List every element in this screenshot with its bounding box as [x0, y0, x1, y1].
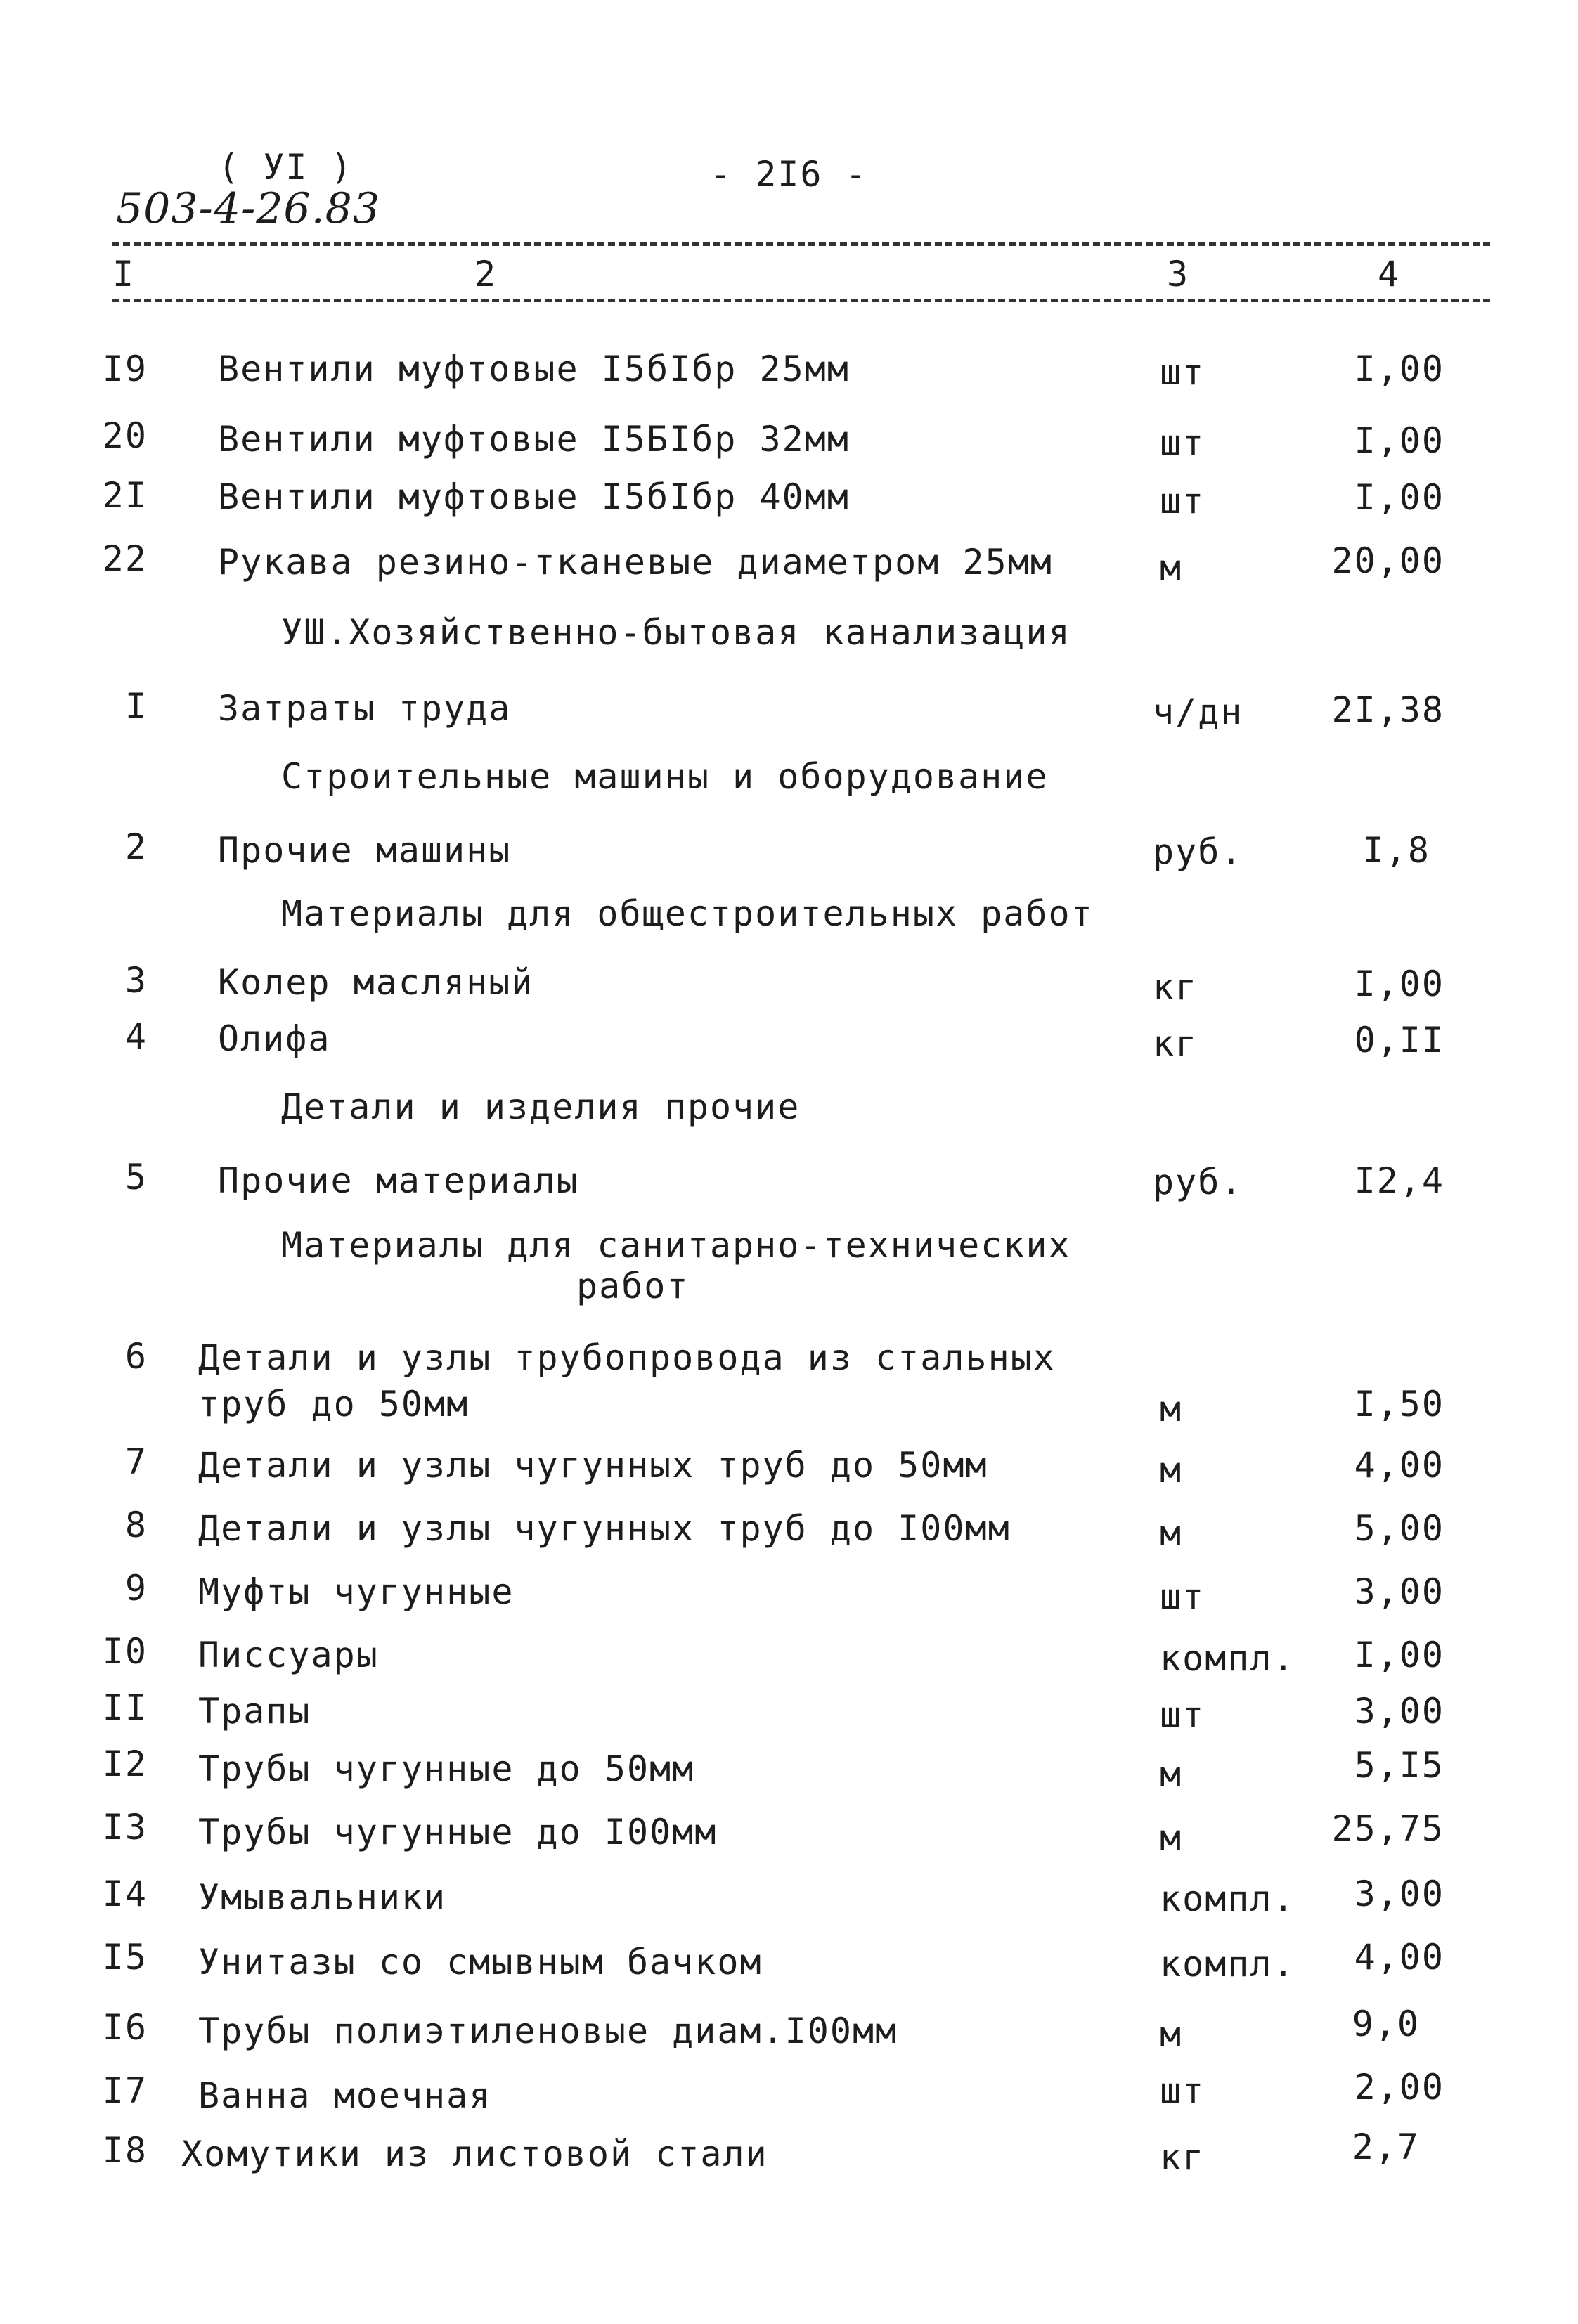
row-unit: м: [1160, 1817, 1183, 1858]
row-unit: кг: [1160, 2137, 1205, 2178]
row-name: Трубы чугунные до I00мм: [198, 1812, 718, 1852]
row-name: Детали и узлы чугунных труб до I00мм: [198, 1508, 1011, 1549]
row-quantity: 3,00: [1354, 1691, 1444, 1732]
row-unit: шт: [1160, 2070, 1205, 2111]
row-quantity: 2,7: [1352, 2127, 1420, 2167]
row-number: II: [102, 1687, 148, 1728]
row-unit: шт: [1160, 352, 1205, 393]
row-number: 6: [124, 1336, 148, 1377]
row-quantity: I,50: [1354, 1384, 1444, 1424]
row-quantity: I,00: [1354, 420, 1444, 461]
row-number: I9: [102, 349, 148, 389]
subsection-heading-cont: работ: [576, 1266, 690, 1306]
row-name: Вентили муфтовые I5бIбр 40мм: [218, 476, 850, 517]
row-name: Прочие машины: [218, 830, 512, 871]
row-unit: шт: [1160, 1694, 1205, 1735]
row-unit: руб.: [1153, 831, 1243, 872]
row-unit: м: [1160, 1513, 1183, 1554]
column-header-3: 3: [1167, 254, 1190, 294]
column-header-4: 4: [1378, 254, 1401, 294]
row-number: 7: [124, 1441, 148, 1482]
row-unit: м: [1160, 1389, 1183, 1429]
row-quantity: 5,00: [1354, 1508, 1444, 1549]
row-quantity: 2,00: [1354, 2067, 1444, 2108]
header-rule-bottom: [112, 299, 1490, 302]
row-number: 8: [124, 1505, 148, 1545]
row-unit: ч/дн: [1153, 692, 1243, 732]
row-name: Писсуары: [198, 1635, 379, 1675]
row-number: 2: [124, 826, 148, 867]
column-header-1: I: [112, 254, 136, 294]
row-number: I2: [102, 1744, 148, 1784]
row-number: I: [124, 686, 148, 727]
row-quantity: I,00: [1354, 349, 1444, 389]
row-name: Детали и узлы чугунных труб до 50мм: [198, 1445, 988, 1486]
row-quantity: I,8: [1362, 830, 1430, 871]
row-name: Вентили муфтовые I5БIбр 32мм: [218, 419, 850, 460]
row-quantity: I,00: [1354, 477, 1444, 518]
row-unit: м: [1160, 547, 1183, 588]
row-name: Прочие материалы: [218, 1160, 579, 1201]
volume-label: ( УI ): [218, 147, 354, 188]
subsection-heading: Детали и изделия прочие: [281, 1086, 801, 1127]
page-number: - 2I6 -: [710, 154, 868, 195]
row-name: Затраты труда: [218, 688, 512, 729]
row-unit: кг: [1153, 1023, 1198, 1064]
row-number: I5: [102, 1937, 148, 1978]
row-number: I6: [102, 2007, 148, 2048]
row-unit: компл.: [1160, 1878, 1295, 1919]
row-quantity: I,00: [1354, 963, 1444, 1004]
row-quantity: I,00: [1354, 1635, 1444, 1675]
subsection-heading: Строительные машины и оборудование: [281, 756, 1049, 797]
document-code: 503-4-26.83: [116, 184, 381, 233]
row-number: 5: [124, 1157, 148, 1197]
row-name: Вентили муфтовые I5бIбр 25мм: [218, 349, 850, 389]
row-name: Унитазы со смывным бачком: [198, 1942, 763, 1982]
row-quantity: I2,4: [1354, 1160, 1444, 1201]
row-number: 4: [124, 1016, 148, 1057]
row-unit: компл.: [1160, 1638, 1295, 1679]
subsection-heading: Материалы для санитарно-технических: [281, 1225, 1071, 1266]
row-name: Хомутики из листовой стали: [181, 2134, 768, 2174]
row-name-cont: труб до 50мм: [198, 1384, 470, 1424]
subsection-heading: Материалы для общестроительных работ: [281, 893, 1094, 934]
row-quantity: 4,00: [1354, 1937, 1444, 1978]
row-unit: м: [1160, 1754, 1183, 1795]
row-number: I8: [102, 2130, 148, 2171]
row-name: Олифа: [218, 1018, 331, 1059]
section-heading: УШ.Хозяйственно-бытовая канализация: [281, 612, 1071, 653]
row-name: Умывальники: [198, 1877, 447, 1918]
row-quantity: 3,00: [1354, 1874, 1444, 1914]
row-name: Трапы: [198, 1691, 311, 1732]
row-name: Рукава резино-тканевые диаметром 25мм: [218, 542, 1053, 583]
row-name: Трубы чугунные до 50мм: [198, 1748, 695, 1789]
header-rule-top: [112, 242, 1490, 246]
column-header-2: 2: [474, 254, 498, 294]
row-quantity: 2I,38: [1331, 689, 1444, 730]
row-number: I7: [102, 2070, 148, 2111]
row-quantity: 0,II: [1354, 1020, 1444, 1060]
row-quantity: 20,00: [1331, 540, 1444, 581]
row-name: Колер масляный: [218, 962, 534, 1003]
row-name: Детали и узлы трубопровода из стальных: [198, 1337, 1056, 1378]
row-unit: шт: [1160, 481, 1205, 521]
row-quantity: 5,I5: [1354, 1745, 1444, 1786]
row-number: 3: [124, 960, 148, 1001]
row-unit: м: [1160, 1450, 1183, 1491]
row-unit: шт: [1160, 1576, 1205, 1617]
row-unit: шт: [1160, 422, 1205, 463]
row-quantity: 25,75: [1331, 1808, 1444, 1849]
row-number: 20: [102, 415, 148, 456]
row-name: Трубы полиэтиленовые диам.I00мм: [198, 2011, 898, 2051]
row-name: Муфты чугунные: [198, 1571, 515, 1612]
row-unit: руб.: [1153, 1162, 1243, 1202]
row-number: I3: [102, 1807, 148, 1848]
row-quantity: 9,0: [1352, 2004, 1420, 2044]
row-number: I0: [102, 1631, 148, 1672]
row-unit: кг: [1153, 967, 1198, 1008]
row-quantity: 3,00: [1354, 1571, 1444, 1612]
row-unit: компл.: [1160, 1944, 1295, 1985]
row-number: 2I: [102, 475, 148, 516]
row-number: 22: [102, 538, 148, 579]
row-quantity: 4,00: [1354, 1445, 1444, 1486]
row-name: Ванна моечная: [198, 2075, 492, 2116]
row-number: 9: [124, 1568, 148, 1609]
row-number: I4: [102, 1874, 148, 1914]
row-unit: м: [1160, 2014, 1183, 2055]
